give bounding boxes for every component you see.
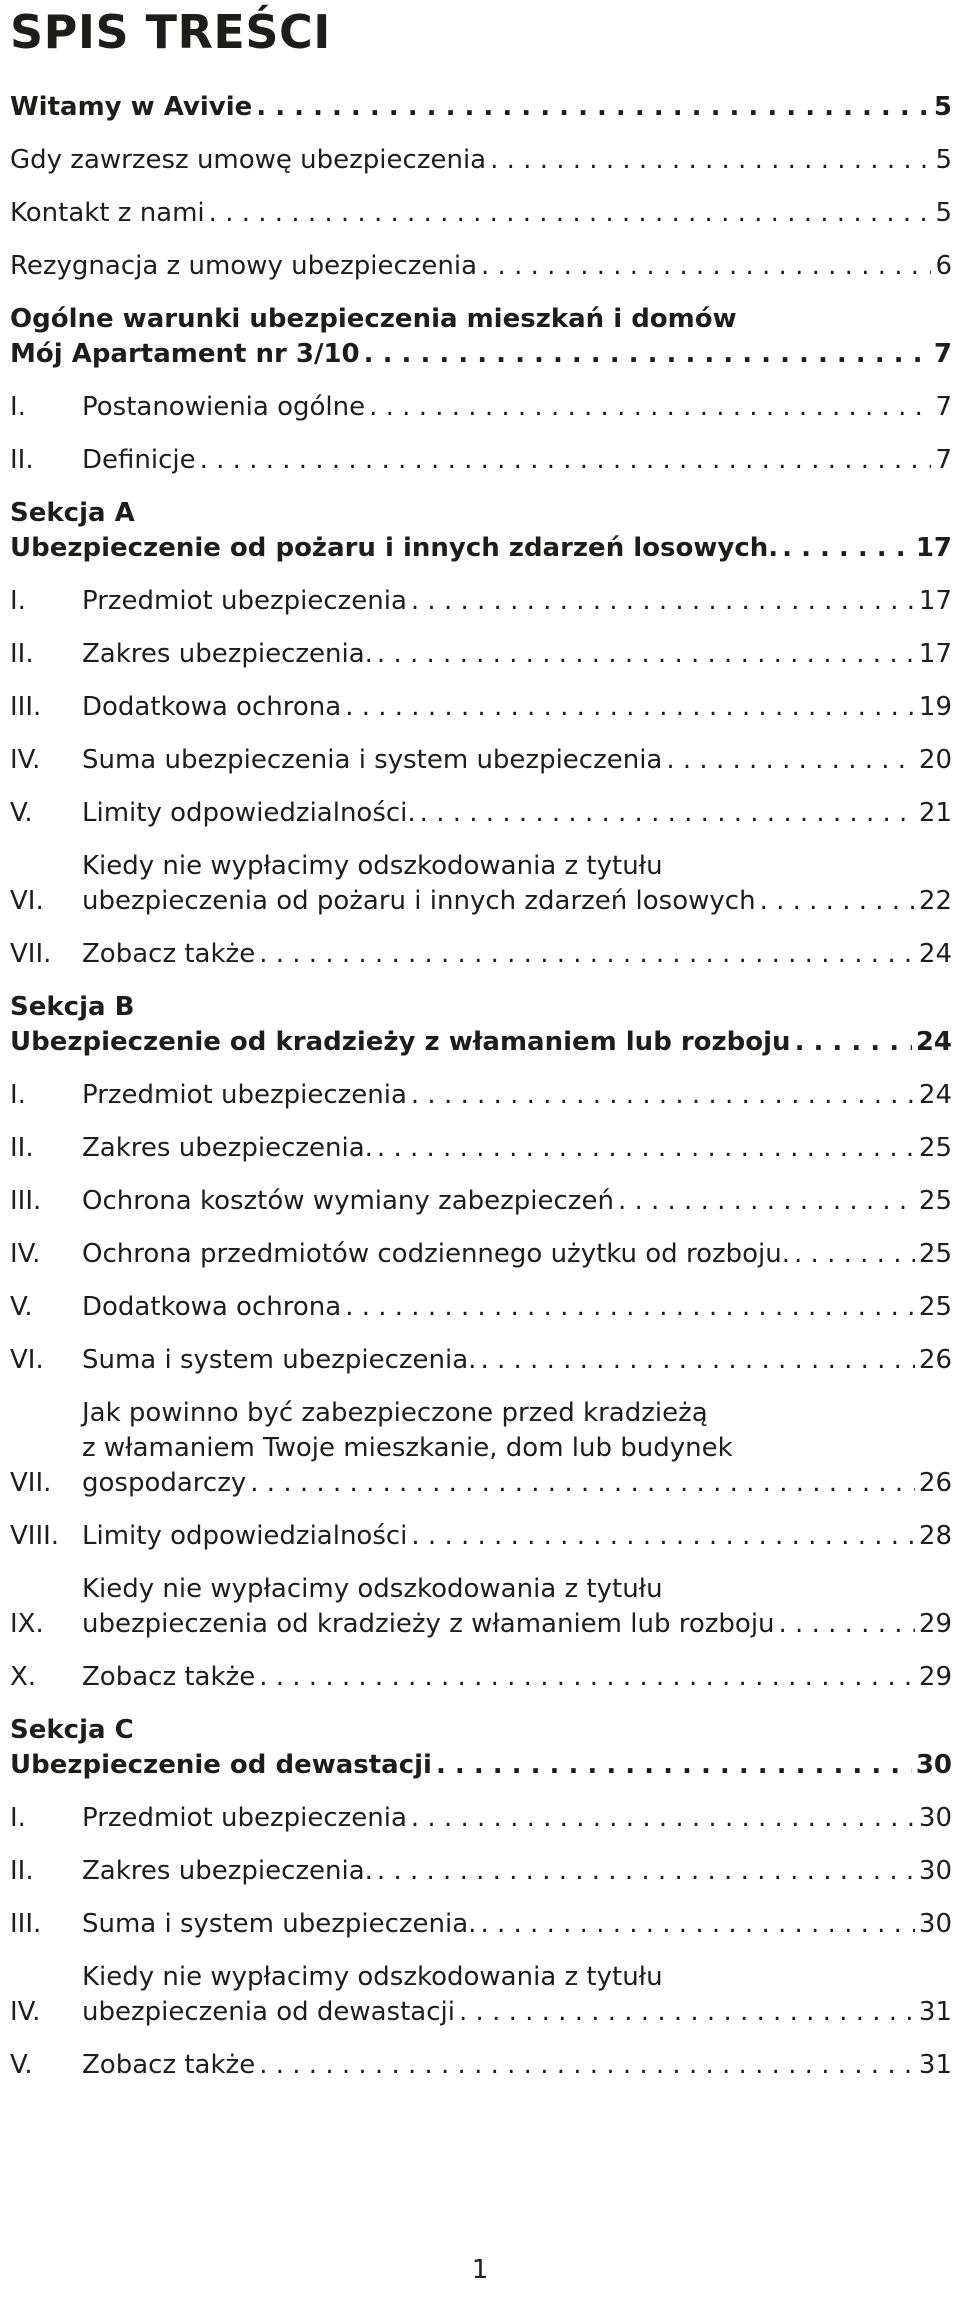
toc-entry-title: Kiedy nie wypłacimy odszkodowania z tytułu bbox=[82, 851, 663, 881]
toc-entry-page: 7 bbox=[933, 339, 952, 369]
toc-entry[interactable] bbox=[10, 390, 952, 425]
toc-entry[interactable] bbox=[10, 690, 952, 725]
toc-entry-page: 29 bbox=[918, 1609, 952, 1639]
table-of-contents bbox=[10, 90, 952, 2101]
toc-entry[interactable] bbox=[10, 196, 952, 231]
dot-leader bbox=[345, 1290, 915, 1325]
toc-entry[interactable] bbox=[10, 496, 952, 566]
toc-entry-title: Dodatkowa ochrona bbox=[82, 692, 342, 722]
toc-entry-title: Gdy zawrzesz umowę ubezpieczenia bbox=[10, 145, 487, 175]
toc-entry-number: IV. bbox=[10, 745, 41, 775]
dot-leader bbox=[259, 2048, 915, 2083]
dot-leader bbox=[259, 937, 915, 972]
toc-entry[interactable] bbox=[10, 937, 952, 972]
toc-entry[interactable] bbox=[10, 1519, 952, 1554]
toc-entry-page: 25 bbox=[918, 1133, 952, 1163]
toc-entry[interactable] bbox=[10, 302, 952, 372]
toc-entry-title: Zakres ubezpieczenia. bbox=[82, 639, 373, 669]
toc-entry-title: ubezpieczenia od pożaru i innych zdarzeń losowych bbox=[82, 886, 756, 916]
toc-entry-title: Sekcja C bbox=[10, 1715, 134, 1745]
dot-leader bbox=[481, 249, 931, 284]
toc-entry-page: 22 bbox=[918, 886, 952, 916]
dot-leader bbox=[795, 1025, 912, 1060]
toc-entry-number: IX. bbox=[10, 1609, 44, 1639]
toc-entry-title: Suma ubezpieczenia i system ubezpieczenia bbox=[82, 745, 663, 775]
dot-leader bbox=[200, 443, 932, 478]
dot-leader bbox=[760, 884, 915, 919]
toc-entry-number: V. bbox=[10, 1292, 33, 1322]
toc-entry-page: 24 bbox=[915, 1027, 952, 1057]
toc-entry-title: Mój Apartament nr 3/10 bbox=[10, 339, 360, 369]
toc-entry-number: II. bbox=[10, 445, 34, 475]
toc-entry-title: Ubezpieczenie od pożaru i innych zdarzeń losowych. bbox=[10, 533, 779, 563]
toc-entry-page: 30 bbox=[918, 1856, 952, 1886]
toc-entry-page: 17 bbox=[915, 533, 952, 563]
toc-entry[interactable] bbox=[10, 1960, 952, 2030]
toc-entry-page: 21 bbox=[918, 798, 952, 828]
toc-entry-page: 28 bbox=[918, 1521, 952, 1551]
toc-entry-title: Ubezpieczenie od dewastacji bbox=[10, 1750, 432, 1780]
toc-entry-number: III. bbox=[10, 692, 42, 722]
dot-leader bbox=[618, 1184, 915, 1219]
dot-leader bbox=[436, 1748, 912, 1783]
toc-entry[interactable] bbox=[10, 1854, 952, 1889]
toc-entry-page: 30 bbox=[918, 1803, 952, 1833]
toc-entry-title: Przedmiot ubezpieczenia bbox=[82, 1803, 407, 1833]
toc-entry-page: 20 bbox=[918, 745, 952, 775]
toc-entry-title: z włamaniem Twoje mieszkanie, dom lub budynek bbox=[82, 1433, 733, 1463]
toc-entry-page: 30 bbox=[918, 1909, 952, 1939]
toc-entry[interactable] bbox=[10, 584, 952, 619]
dot-leader bbox=[377, 1854, 915, 1889]
toc-entry-page: 19 bbox=[918, 692, 952, 722]
toc-entry-number: V. bbox=[10, 2050, 33, 2080]
toc-entry[interactable] bbox=[10, 796, 952, 831]
toc-entry-page: 31 bbox=[918, 1997, 952, 2027]
toc-entry-number: III. bbox=[10, 1186, 42, 1216]
toc-entry-title: Ochrona przedmiotów codziennego użytku od rozboju. bbox=[82, 1239, 791, 1269]
toc-entry-title: Kiedy nie wypłacimy odszkodowania z tytułu bbox=[82, 1962, 663, 1992]
toc-entry-page: 29 bbox=[918, 1662, 952, 1692]
dot-leader bbox=[666, 743, 915, 778]
toc-entry-number: X. bbox=[10, 1662, 37, 1692]
toc-entry-title: Ochrona kosztów wymiany zabezpieczeń bbox=[82, 1186, 614, 1216]
toc-entry-title: Postanowienia ogólne bbox=[82, 392, 366, 422]
toc-entry-page: 25 bbox=[918, 1239, 952, 1269]
toc-entry-page: 24 bbox=[918, 1080, 952, 1110]
toc-entry[interactable] bbox=[10, 1396, 952, 1501]
toc-entry-title: Jak powinno być zabezpieczone przed kradzieżą bbox=[82, 1398, 708, 1428]
toc-entry[interactable] bbox=[10, 1078, 952, 1113]
toc-entry[interactable] bbox=[10, 1237, 952, 1272]
toc-entry-title: Zobacz także bbox=[82, 2050, 256, 2080]
toc-entry-page: 17 bbox=[918, 586, 952, 616]
toc-entry-title: Kiedy nie wypłacimy odszkodowania z tytułu bbox=[82, 1574, 663, 1604]
toc-entry-title: Witamy w Avivie bbox=[10, 92, 253, 122]
dot-leader bbox=[411, 584, 915, 619]
dot-leader bbox=[259, 1660, 915, 1695]
toc-entry-title: Ubezpieczenie od kradzieży z włamaniem lub rozboju bbox=[10, 1027, 791, 1057]
page-number: 1 bbox=[471, 2255, 489, 2285]
toc-entry-number: I. bbox=[10, 586, 26, 616]
toc-entry-title: Limity odpowiedzialności bbox=[82, 1521, 408, 1551]
dot-leader bbox=[411, 1519, 915, 1554]
dot-leader bbox=[782, 531, 912, 566]
dot-leader bbox=[256, 90, 930, 125]
toc-entry-page: 7 bbox=[935, 392, 952, 422]
toc-entry[interactable] bbox=[10, 1290, 952, 1325]
toc-entry-number: I. bbox=[10, 1080, 26, 1110]
dot-leader bbox=[420, 796, 915, 831]
toc-entry-page: 26 bbox=[918, 1468, 952, 1498]
dot-leader bbox=[209, 196, 932, 231]
dot-leader bbox=[459, 1995, 915, 2030]
toc-entry-page: 25 bbox=[918, 1186, 952, 1216]
toc-entry-number: IV. bbox=[10, 1239, 41, 1269]
toc-entry-title: Sekcja B bbox=[10, 992, 135, 1022]
toc-entry-number: I. bbox=[10, 1803, 26, 1833]
dot-leader bbox=[364, 337, 930, 372]
toc-entry-title: Suma i system ubezpieczenia. bbox=[82, 1345, 477, 1375]
dot-leader bbox=[377, 1131, 915, 1166]
toc-entry-page: 5 bbox=[935, 145, 952, 175]
toc-entry[interactable] bbox=[10, 849, 952, 919]
toc-entry-page: 26 bbox=[918, 1345, 952, 1375]
toc-entry-title: Przedmiot ubezpieczenia bbox=[82, 1080, 407, 1110]
toc-entry-number: I. bbox=[10, 392, 26, 422]
toc-entry[interactable] bbox=[10, 1713, 952, 1783]
toc-entry-title: Rezygnacja z umowy ubezpieczenia bbox=[10, 251, 478, 281]
toc-entry-page: 17 bbox=[918, 639, 952, 669]
toc-entry-number: VII. bbox=[10, 939, 52, 969]
toc-entry-number: VI. bbox=[10, 886, 44, 916]
toc-entry-number: V. bbox=[10, 798, 33, 828]
dot-leader bbox=[480, 1907, 914, 1942]
toc-entry[interactable] bbox=[10, 637, 952, 672]
toc-entry-title: Dodatkowa ochrona bbox=[82, 1292, 342, 1322]
toc-entry-title: Suma i system ubezpieczenia. bbox=[82, 1909, 477, 1939]
toc-entry-title: ubezpieczenia od kradzieży z włamaniem lub rozboju bbox=[82, 1609, 775, 1639]
dot-leader bbox=[411, 1078, 915, 1113]
toc-entry[interactable] bbox=[10, 1801, 952, 1836]
toc-entry-title: Sekcja A bbox=[10, 498, 135, 528]
toc-entry-title: ubezpieczenia od dewastacji bbox=[82, 1997, 455, 2027]
toc-entry[interactable] bbox=[10, 249, 952, 284]
toc-entry-number: II. bbox=[10, 639, 34, 669]
toc-entry-number: III. bbox=[10, 1909, 42, 1939]
toc-entry[interactable] bbox=[10, 990, 952, 1060]
toc-entry-page: 31 bbox=[918, 2050, 952, 2080]
toc-entry-title: Zakres ubezpieczenia. bbox=[82, 1856, 373, 1886]
dot-leader bbox=[377, 637, 915, 672]
toc-entry[interactable] bbox=[10, 2048, 952, 2083]
toc-entry-title: gospodarczy bbox=[82, 1468, 247, 1498]
toc-entry-title: Ogólne warunki ubezpieczenia mieszkań i domów bbox=[10, 304, 737, 334]
dot-leader bbox=[779, 1607, 915, 1642]
toc-entry[interactable] bbox=[10, 1907, 952, 1942]
toc-entry-number: II. bbox=[10, 1133, 34, 1163]
dot-leader bbox=[794, 1237, 915, 1272]
toc-entry-title: Przedmiot ubezpieczenia bbox=[82, 586, 407, 616]
toc-entry-page: 5 bbox=[935, 198, 952, 228]
toc-entry-number: VI. bbox=[10, 1345, 44, 1375]
toc-entry[interactable] bbox=[10, 743, 952, 778]
toc-entry-title: Kontakt z nami bbox=[10, 198, 205, 228]
toc-entry-page: 5 bbox=[933, 92, 952, 122]
toc-entry-page: 6 bbox=[935, 251, 952, 281]
toc-entry[interactable] bbox=[10, 1343, 952, 1378]
toc-entry-number: IV. bbox=[10, 1997, 41, 2027]
dot-leader bbox=[480, 1343, 914, 1378]
toc-entry-title: Definicje bbox=[82, 445, 196, 475]
dot-leader bbox=[411, 1801, 915, 1836]
toc-entry-page: 25 bbox=[918, 1292, 952, 1322]
dot-leader bbox=[490, 143, 931, 178]
toc-entry-number: VIII. bbox=[10, 1521, 60, 1551]
toc-entry[interactable] bbox=[10, 1184, 952, 1219]
toc-entry-number: VII. bbox=[10, 1468, 52, 1498]
toc-entry-number: II. bbox=[10, 1856, 34, 1886]
toc-entry-page: 24 bbox=[918, 939, 952, 969]
toc-entry-title: Limity odpowiedzialności. bbox=[82, 798, 416, 828]
toc-entry-page: 7 bbox=[935, 445, 952, 475]
toc-entry-page: 30 bbox=[915, 1750, 952, 1780]
dot-leader bbox=[369, 390, 931, 425]
toc-entry[interactable] bbox=[10, 143, 952, 178]
toc-entry-title: Zakres ubezpieczenia. bbox=[82, 1133, 373, 1163]
toc-entry[interactable] bbox=[10, 1660, 952, 1695]
toc-entry[interactable] bbox=[10, 1572, 952, 1642]
toc-entry[interactable] bbox=[10, 1131, 952, 1166]
toc-entry-title: Zobacz także bbox=[82, 939, 256, 969]
page-title: SPIS TREŚCI bbox=[10, 5, 331, 59]
dot-leader bbox=[345, 690, 915, 725]
toc-entry-title: Zobacz także bbox=[82, 1662, 256, 1692]
toc-entry[interactable] bbox=[10, 443, 952, 478]
toc-entry[interactable] bbox=[10, 90, 952, 125]
dot-leader bbox=[250, 1466, 915, 1501]
